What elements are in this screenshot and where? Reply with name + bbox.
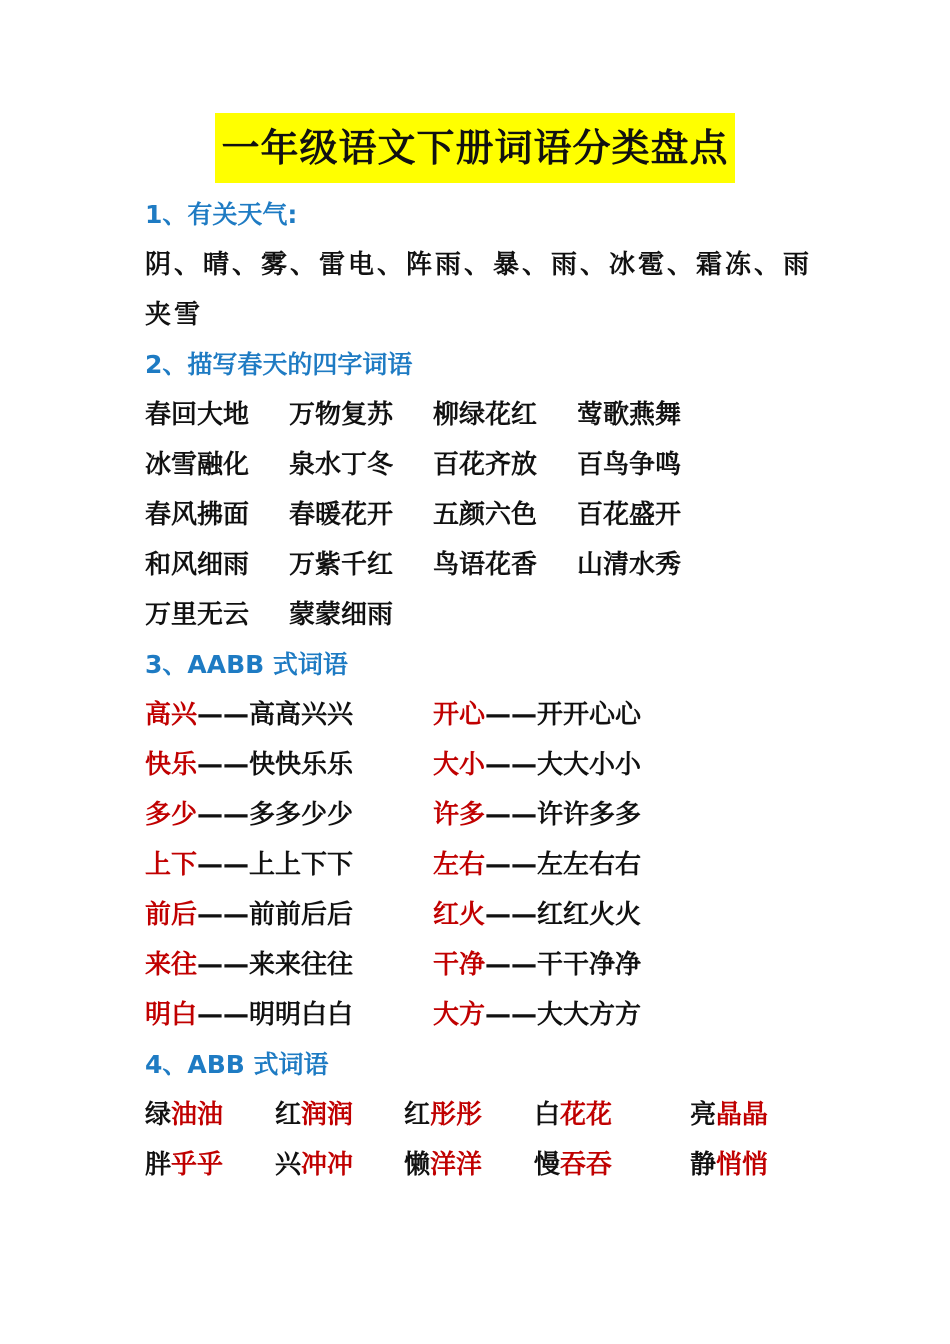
aabb-expanded-word: 红红火火 bbox=[537, 900, 642, 930]
aabb-base-word: 快乐 bbox=[145, 750, 198, 780]
aabb-base-word: 明白 bbox=[145, 1000, 198, 1030]
section-heading-weather: 1、有关天气: bbox=[145, 200, 298, 229]
spring-word: 五颜六色 bbox=[433, 500, 538, 530]
aabb-base-word: 开心 bbox=[433, 700, 486, 730]
spring-words-row bbox=[145, 540, 825, 590]
aabb-expanded-word: 大大方方 bbox=[537, 1000, 642, 1030]
aabb-base-word: 前后 bbox=[145, 900, 198, 930]
abb-repeated-chars: 花花 bbox=[560, 1100, 613, 1130]
abb-item bbox=[690, 1140, 768, 1190]
spring-words-row bbox=[145, 390, 825, 440]
section-heading-aabb: 3、AABB 式词语 bbox=[145, 650, 348, 679]
aabb-dash: —— bbox=[197, 750, 250, 780]
abb-first-char: 兴 bbox=[275, 1150, 302, 1180]
aabb-dash: —— bbox=[197, 800, 250, 830]
aabb-base-word: 多少 bbox=[145, 800, 198, 830]
abb-item bbox=[534, 1140, 612, 1190]
aabb-row bbox=[145, 690, 825, 740]
aabb-dash: —— bbox=[485, 700, 538, 730]
abb-first-char: 红 bbox=[275, 1100, 302, 1130]
spring-word: 和风细雨 bbox=[145, 550, 250, 580]
spring-word: 莺歌燕舞 bbox=[577, 400, 682, 430]
abb-item bbox=[690, 1090, 768, 1140]
aabb-dash: —— bbox=[197, 1000, 250, 1030]
title-wrapper bbox=[0, 113, 950, 183]
abb-first-char: 白 bbox=[534, 1100, 561, 1130]
spring-word: 鸟语花香 bbox=[433, 550, 538, 580]
aabb-expanded-word: 许许多多 bbox=[537, 800, 642, 830]
spring-words-row bbox=[145, 490, 825, 540]
aabb-row bbox=[145, 740, 825, 790]
aabb-base-word: 大小 bbox=[433, 750, 486, 780]
spring-words-row bbox=[145, 590, 825, 640]
section-heading-spring: 2、描写春天的四字词语 bbox=[145, 350, 413, 379]
aabb-item bbox=[433, 840, 721, 890]
aabb-base-word: 左右 bbox=[433, 850, 486, 880]
spring-word: 山清水秀 bbox=[577, 550, 682, 580]
aabb-expanded-word: 左左右右 bbox=[537, 850, 642, 880]
aabb-dash: —— bbox=[485, 750, 538, 780]
aabb-item bbox=[145, 790, 433, 840]
abb-first-char: 绿 bbox=[145, 1100, 172, 1130]
abb-row bbox=[145, 1140, 825, 1190]
document-body bbox=[145, 190, 825, 1190]
abb-item bbox=[275, 1090, 353, 1140]
aabb-row bbox=[145, 990, 825, 1040]
aabb-row bbox=[145, 890, 825, 940]
spring-words-row bbox=[145, 440, 825, 490]
aabb-expanded-word: 明明白白 bbox=[249, 1000, 354, 1030]
aabb-base-word: 来往 bbox=[145, 950, 198, 980]
abb-first-char: 亮 bbox=[690, 1100, 717, 1130]
spring-word: 泉水丁冬 bbox=[289, 450, 394, 480]
abb-first-char: 胖 bbox=[145, 1150, 172, 1180]
aabb-item bbox=[433, 740, 721, 790]
abb-row bbox=[145, 1090, 825, 1140]
aabb-dash: —— bbox=[485, 1000, 538, 1030]
aabb-item bbox=[433, 690, 721, 740]
aabb-dash: —— bbox=[485, 850, 538, 880]
spring-word: 春回大地 bbox=[145, 400, 250, 430]
abb-repeated-chars: 冲冲 bbox=[301, 1150, 354, 1180]
abb-repeated-chars: 吞吞 bbox=[560, 1150, 613, 1180]
aabb-item bbox=[145, 940, 433, 990]
abb-item bbox=[145, 1090, 223, 1140]
aabb-row bbox=[145, 840, 825, 890]
spring-word: 百花齐放 bbox=[433, 450, 538, 480]
abb-repeated-chars: 晶晶 bbox=[716, 1100, 769, 1130]
spring-word: 万里无云 bbox=[145, 600, 250, 630]
section-heading-abb: 4、ABB 式词语 bbox=[145, 1050, 329, 1079]
aabb-item bbox=[145, 990, 433, 1040]
aabb-item bbox=[145, 740, 433, 790]
abb-first-char: 懒 bbox=[404, 1150, 431, 1180]
aabb-expanded-word: 大大小小 bbox=[537, 750, 642, 780]
aabb-item bbox=[433, 890, 721, 940]
aabb-dash: —— bbox=[485, 900, 538, 930]
abb-first-char: 静 bbox=[690, 1150, 717, 1180]
aabb-row bbox=[145, 940, 825, 990]
aabb-dash: —— bbox=[197, 700, 250, 730]
aabb-expanded-word: 前前后后 bbox=[249, 900, 354, 930]
aabb-item bbox=[433, 940, 721, 990]
spring-word: 万物复苏 bbox=[289, 400, 394, 430]
aabb-expanded-word: 高高兴兴 bbox=[249, 700, 354, 730]
abb-repeated-chars: 洋洋 bbox=[430, 1150, 483, 1180]
aabb-dash: —— bbox=[197, 950, 250, 980]
spring-word: 蒙蒙细雨 bbox=[289, 600, 394, 630]
aabb-item bbox=[433, 990, 721, 1040]
abb-repeated-chars: 油油 bbox=[171, 1100, 224, 1130]
aabb-expanded-word: 干干净净 bbox=[537, 950, 642, 980]
aabb-base-word: 干净 bbox=[433, 950, 486, 980]
aabb-base-word: 大方 bbox=[433, 1000, 486, 1030]
aabb-expanded-word: 来来往往 bbox=[249, 950, 354, 980]
aabb-item bbox=[433, 790, 721, 840]
aabb-base-word: 许多 bbox=[433, 800, 486, 830]
abb-item bbox=[534, 1090, 612, 1140]
aabb-dash: —— bbox=[485, 950, 538, 980]
aabb-item bbox=[145, 890, 433, 940]
aabb-list bbox=[145, 690, 825, 1040]
aabb-expanded-word: 多多少少 bbox=[249, 800, 354, 830]
aabb-item bbox=[145, 840, 433, 890]
spring-word: 春风拂面 bbox=[145, 500, 250, 530]
aabb-base-word: 上下 bbox=[145, 850, 198, 880]
aabb-base-word: 红火 bbox=[433, 900, 486, 930]
abb-repeated-chars: 彤彤 bbox=[430, 1100, 483, 1130]
abb-repeated-chars: 悄悄 bbox=[716, 1150, 769, 1180]
spring-word: 万紫千红 bbox=[289, 550, 394, 580]
spring-word: 百花盛开 bbox=[577, 500, 682, 530]
spring-word: 春暖花开 bbox=[289, 500, 394, 530]
spring-word: 柳绿花红 bbox=[433, 400, 538, 430]
abb-first-char: 慢 bbox=[534, 1150, 561, 1180]
aabb-dash: —— bbox=[197, 850, 250, 880]
aabb-row bbox=[145, 790, 825, 840]
abb-repeated-chars: 乎乎 bbox=[171, 1150, 224, 1180]
aabb-expanded-word: 上上下下 bbox=[249, 850, 354, 880]
abb-item bbox=[404, 1090, 482, 1140]
abb-first-char: 红 bbox=[404, 1100, 431, 1130]
weather-words-line: 阴、晴、雾、雷电、阵雨、暴、雨、冰雹、霜冻、雨 bbox=[145, 250, 813, 280]
aabb-expanded-word: 开开心心 bbox=[537, 700, 642, 730]
aabb-dash: —— bbox=[197, 900, 250, 930]
page-title: 一年级语文下册词语分类盘点 bbox=[215, 113, 734, 183]
aabb-item bbox=[145, 690, 433, 740]
abb-item bbox=[275, 1140, 353, 1190]
weather-words-line: 夹雪 bbox=[145, 300, 204, 330]
aabb-base-word: 高兴 bbox=[145, 700, 198, 730]
spring-word: 百鸟争鸣 bbox=[577, 450, 682, 480]
abb-item bbox=[145, 1140, 223, 1190]
aabb-expanded-word: 快快乐乐 bbox=[249, 750, 354, 780]
abb-repeated-chars: 润润 bbox=[301, 1100, 354, 1130]
abb-list bbox=[145, 1090, 825, 1190]
spring-word: 冰雪融化 bbox=[145, 450, 250, 480]
abb-item bbox=[404, 1140, 482, 1190]
aabb-dash: —— bbox=[485, 800, 538, 830]
